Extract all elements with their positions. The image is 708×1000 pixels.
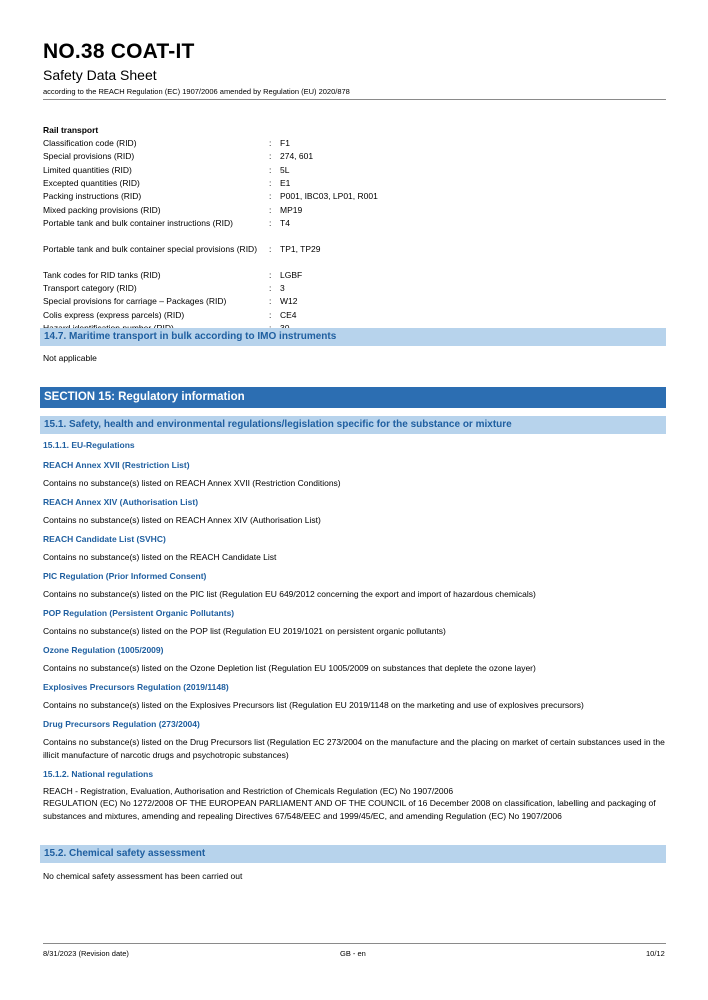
regulation-text: Contains no substance(s) listed on the REACH Candidate List [43,552,277,562]
footer-divider [43,943,666,944]
rail-transport-row [43,218,673,242]
regulation-text: Contains no substance(s) listed on the Explosives Precursors list (Regulation EU 2019/1148 on the marketing and use of explosives precursors) [43,700,584,710]
rail-transport-value: T4 [280,217,290,228]
rail-transport-label: Special provisions (RID) [43,151,135,162]
rail-transport-row [43,178,673,190]
rail-transport-label: Packing instructions (RID) [43,191,142,202]
rail-transport-value: TP1, TP29 [280,243,321,254]
rail-transport-label: Excepted quantities (RID) [43,177,140,188]
footer-locale: GB - en [340,949,366,958]
regulation-text: Contains no substance(s) listed on the Drug Precursors list (Regulation EC 273/2004 on the manufacture and the placing on market of certain substances used in the illicit manufacture of narcotic drugs and psychotropic substances) [43,737,665,760]
footer-revision-date: 8/31/2023 (Revision date) [43,949,129,958]
rail-transport-value: 3 [280,283,285,294]
rail-transport-colon: : [269,191,272,202]
rail-transport-colon: : [269,164,272,175]
subsection-15-2-text: No chemical safety assessment has been carried out [43,871,243,881]
rail-transport-value: F1 [280,138,290,148]
rail-transport-label: Mixed packing provisions (RID) [43,204,161,215]
rail-transport-colon: : [269,151,272,162]
rail-transport-row [43,151,673,163]
subsection-15-1-bar: 15.1. Safety, health and environmental regulations/legislation specific for the substance or mixture [40,416,666,434]
rail-transport-row [43,191,673,203]
rail-transport-row [43,244,673,268]
regulation-title: REACH Annex XVII (Restriction List) [43,460,190,470]
rail-transport-colon: : [269,177,272,188]
rail-transport-row [43,165,673,177]
rail-transport-value: P001, IBC03, LP01, R001 [280,191,378,202]
subsection-14-7-bar: 14.7. Maritime transport in bulk according to IMO instruments [40,328,666,346]
header-divider [43,99,666,100]
rail-transport-row [43,310,673,322]
rail-transport-colon: : [269,296,272,307]
rail-transport-row [43,283,673,295]
regulation-title: PIC Regulation (Prior Informed Consent) [43,571,207,581]
document-title: NO.38 COAT-IT [43,40,195,63]
rail-transport-value: 5L [280,164,290,175]
rail-transport-value: W12 [280,296,298,307]
regulation-text: Contains no substance(s) listed on REACH Annex XVII (Restriction Conditions) [43,478,341,488]
rail-transport-value: CE4 [280,309,297,320]
rail-transport-value: E1 [280,177,291,188]
regulation-title: Explosives Precursors Regulation (2019/1148) [43,682,229,692]
rail-transport-label: Limited quantities (RID) [43,164,132,175]
rail-transport-label: Special provisions for carriage – Packages (RID) [43,296,227,307]
rail-transport-heading: Rail transport [43,125,99,135]
national-regulations-text-1: REACH - Registration, Evaluation, Authorisation and Restriction of Chemicals Regulation (EC) No 1907/2006 [43,786,454,796]
regulation-title: Ozone Regulation (1005/2009) [43,645,164,655]
regulation-title: REACH Annex XIV (Authorisation List) [43,497,199,507]
rail-transport-label: Classification code (RID) [43,138,137,148]
regulation-text: Contains no substance(s) listed on the Ozone Depletion list (Regulation EU 1005/2009 on substances that deplete the ozone layer) [43,663,536,673]
rail-transport-colon: : [269,138,272,148]
rail-transport-label: Portable tank and bulk container special provisions (RID) [43,243,258,254]
rail-transport-label: Tank codes for RID tanks (RID) [43,269,161,280]
subsection-15-2-bar: 15.2. Chemical safety assessment [40,845,666,863]
rail-transport-row [43,205,673,217]
subsection-14-7-text: Not applicable [43,353,97,363]
regulation-title: POP Regulation (Persistent Organic Pollutants) [43,608,235,618]
rail-transport-value: LGBF [280,269,303,280]
rail-transport-colon: : [269,217,272,228]
rail-transport-value: MP19 [280,204,303,215]
rail-transport-value: 274, 601 [280,151,314,162]
regulation-title: Drug Precursors Regulation (273/2004) [43,719,200,729]
national-regulations-text-2: REGULATION (EC) No 1272/2008 OF THE EUROPEAN PARLIAMENT AND OF THE COUNCIL of 16 December 2008 on classification, labelling and packaging of substances and mixtures, amending and repealing Directives 67/548/EEC and 1999/45/EC, and amending Regulation (EC) No 1907/2006 [43,798,656,821]
footer-page-number: 10/12 [646,949,665,958]
regulation-text: Contains no substance(s) listed on the PIC list (Regulation EU 649/2012 concerning the export and import of hazardous chemicals) [43,589,536,599]
rail-transport-row [43,138,673,150]
eu-regulations-heading: 15.1.1. EU-Regulations [43,440,135,450]
rail-transport-label: Transport category (RID) [43,283,137,294]
regulation-text: Contains no substance(s) listed on REACH Annex XIV (Authorisation List) [43,515,321,525]
regulation-reference: according to the REACH Regulation (EC) 1907/2006 amended by Regulation (EU) 2020/878 [43,87,350,96]
rail-transport-colon: : [269,243,272,254]
rail-transport-label: Portable tank and bulk container instructions (RID) [43,217,233,228]
rail-transport-colon: : [269,269,272,280]
rail-transport-colon: : [269,204,272,215]
rail-transport-colon: : [269,309,272,320]
document-subtitle: Safety Data Sheet [43,67,157,83]
rail-transport-row [43,270,673,282]
national-regulations-heading: 15.1.2. National regulations [43,769,154,779]
section-15-bar: SECTION 15: Regulatory information [40,387,666,408]
rail-transport-row [43,296,673,308]
regulation-title: REACH Candidate List (SVHC) [43,534,166,544]
rail-transport-label: Colis express (express parcels) (RID) [43,309,185,320]
rail-transport-colon: : [269,283,272,294]
regulation-text: Contains no substance(s) listed on the POP list (Regulation EU 2019/1021 on persistent organic pollutants) [43,626,446,636]
